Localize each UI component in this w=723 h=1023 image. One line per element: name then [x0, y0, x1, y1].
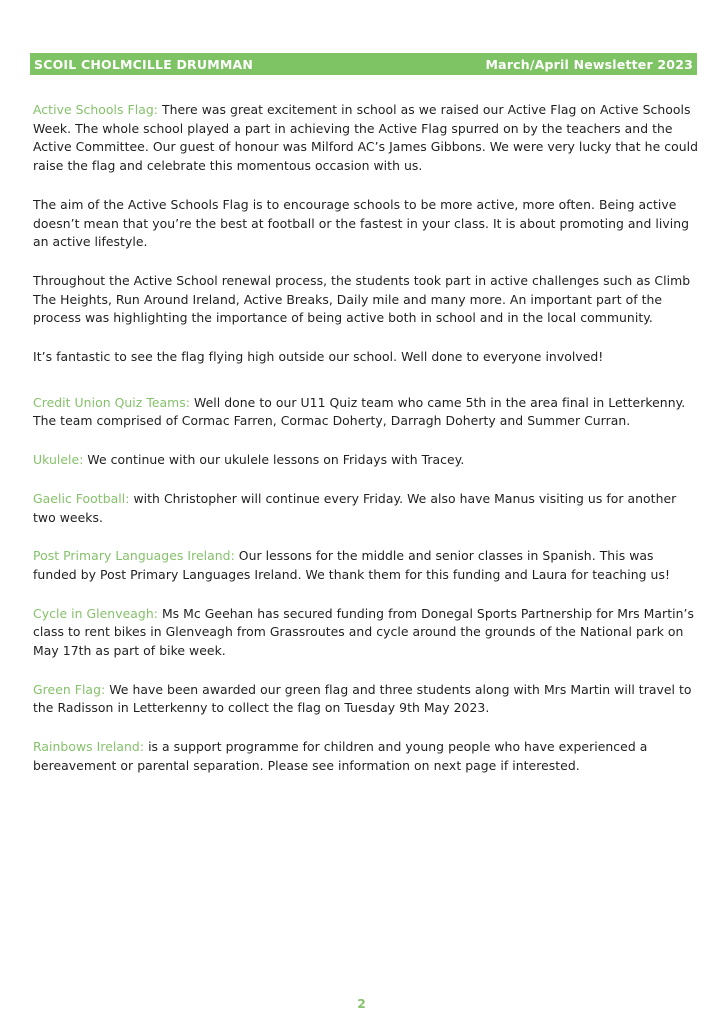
paragraph-post-primary-languages [33, 547, 701, 584]
section-heading: Active Schools Flag: [33, 102, 158, 117]
section-heading: Ukulele: [33, 452, 84, 468]
section-text: is a support programme for children and young people who have experienced a bereavement or parental separation. Please see information on next page if interested. [33, 739, 648, 773]
paragraph-ukulele [33, 451, 701, 470]
section-text: We continue with our ukulele lessons on Fridays with Tracey. [83, 452, 465, 468]
section-text: Well done to our U11 Quiz team who came 5th in the area final in Letterkenny. The team comprised of Cormac Farren, Cormac Doherty, Darragh Doherty and Summer Curran. [33, 394, 686, 429]
section-text: with Christopher will continue every Friday. We also have Manus visiting us for another two weeks. [33, 490, 677, 525]
paragraph-rainbows-ireland [33, 738, 701, 775]
section-text: Ms Mc Geehan has secured funding from Donegal Sports Partnership for Mrs Martin’s class to rent bikes in Glenveagh from Grassroutes and cycle around the grounds of the National park on May 17th as part of bike week. [33, 605, 695, 659]
section-text: Throughout the Active School renewal process, the students took part in active challenges such as Climb The Heights, Run Around Ireland, Active Breaks, Daily mile and many more. An important part of the process was highlighting the importance of being active both in school and in the local community. [33, 272, 691, 326]
section-text: We have been awarded our green flag and three students along with Mrs Martin will travel to the Radisson in Letterkenny to collect the flag on Tuesday 9th May 2023. [33, 681, 692, 716]
section-heading: Post Primary Languages Ireland: [33, 548, 235, 564]
page-number: 2 [357, 997, 366, 1011]
newsletter-content [33, 101, 701, 776]
section-text: It’s fantastic to see the flag flying high outside our school. Well done to everyone involved! [33, 349, 604, 365]
paragraph-active-flag-aim [33, 196, 701, 252]
section-text: The aim of the Active Schools Flag is to encourage schools to be more active, more often. Being active doesn’t mean that you’re the best at football or the fastest in your class. It is about promoting and living an active lifestyle. [33, 196, 690, 250]
newsletter-header-bar [30, 53, 697, 75]
paragraph-cycle-glenveagh [33, 605, 701, 661]
section-heading: Credit Union Quiz Teams: [33, 394, 191, 410]
paragraph-credit-union-quiz [33, 394, 701, 431]
section-text: Our lessons for the middle and senior classes in Spanish. This was funded by Post Primary Languages Ireland. We thank them for this funding and Laura for teaching us! [33, 548, 670, 582]
newsletter-edition: March/April Newsletter 2023 [485, 56, 693, 72]
paragraph-renewal-process [33, 272, 701, 328]
section-heading: Rainbows Ireland: [33, 739, 145, 755]
paragraph-active-schools-flag [33, 101, 701, 176]
paragraph-flag-flying [33, 348, 701, 367]
paragraph-gaelic-football [33, 490, 701, 527]
section-heading: Green Flag: [33, 681, 106, 697]
paragraph-green-flag [33, 681, 701, 718]
section-heading: Gaelic Football: [33, 490, 130, 506]
school-name: SCOIL CHOLMCILLE DRUMMAN [34, 56, 254, 72]
section-heading: Cycle in Glenveagh: [33, 605, 158, 621]
section-text: There was great excitement in school as we raised our Active Flag on Active Schools Week. The whole school played a part in achieving the Active Flag spurred on by the teachers and the Active Committee. Our guest of honour was Milford AC’s James Gibbons. We were very lucky that he could raise the flag and celebrate this momentous occasion with us. [33, 102, 699, 174]
